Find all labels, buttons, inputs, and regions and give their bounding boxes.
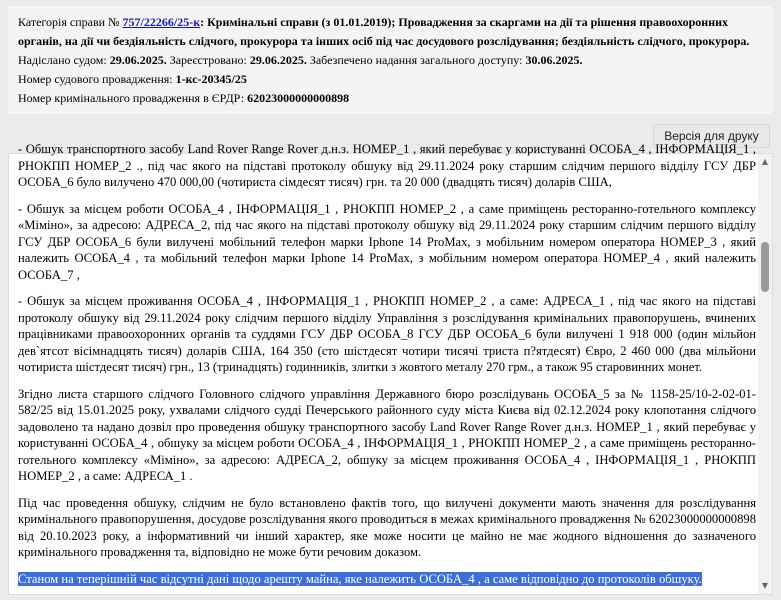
highlighted-paragraph [18,571,756,588]
court-case-label: Номер судового провадження: [18,72,173,86]
paragraph: Під час проведення обшуку, слідчим не було встановлено фактів того, що вилучені документи мають значення для розслідування кримінального правопорушення, досудове розслідування якого проводиться в межах кримінального провадження № 62023000000000898 від 20.10.2023 року, а інформативний чи інший характер, яке може носити це майно не має жодного відношення до зазначеного кримінального провадження та, відповідно не може бути речовим доказом. [18,495,756,559]
document-body [18,142,756,597]
category-prefix: Категорія справи № [18,15,120,29]
paragraph: - Обшук транспортного засобу Land Rover Range Rover д.н.з. НОМЕР_1 , який перебуває у користуванні ОСОБА_4 , ІНФОРМАЦІЯ_1 , РНОКПП НОМЕР_2 ., під час якого на підставі протоколу обшуку від 29.11.2024 року старшим слідчим першого відділу ГСУ ДБР ОСОБА_6 було вилучено 470 000,00 (чотириста сімдесят тисяч) грн. та 20 000 (двадцять тисяч) доларів США, [18,142,756,189]
criminal-case-label: Номер кримінального провадження в ЄРДР: [18,91,245,105]
scroll-thumb[interactable] [761,242,769,292]
print-version-button[interactable]: Версія для друку [653,124,770,148]
selected-text: Станом на теперішній час відсутні дані щодо арешту майна, яке належить ОСОБА_4 , а саме відповідно до протоколів обшуку. [18,571,702,586]
court-case-number: 1-кс-20345/25 [175,72,247,86]
paragraph: Згідно листа старшого слідчого Головного слідчого управління Державного бюро розслідувань ОСОБА_5 за № 1158-25/10-2-02-01-582/25 від 15.01.2025 року, ухвалами слідчого судді Печерського районного суду міста Києва від 02.12.2024 року клопотання слідчого задоволено та надано дозвіл про проведення обшуку транспортного засобу Land Rover Range Rover д.н.з. НОМЕР_1 , який перебуває у користуванні ОСОБА_4 , обшуку за місцем роботи ОСОБА_4 , ІНФОРМАЦІЯ_1 , РНОКПП НОМЕР_2 , а саме приміщень ресторанно-готельного комплексу «Міміно», за адресою: АДРЕСА_2, обшуку за місцем проживання ОСОБА_4 , ІНФОРМАЦІЯ_1 , РНОКПП НОМЕР_2 , а саме: АДРЕСА_1 . [18,386,756,483]
case-metadata-panel [8,6,773,114]
scroll-down-icon[interactable]: ▼ [761,581,769,590]
vertical-scrollbar[interactable] [758,154,772,594]
paragraph: - Обшук за місцем роботи ОСОБА_4 , ІНФОРМАЦІЯ_1 , РНОКПП НОМЕР_2 , а саме приміщень ресторанно-готельного комплексу «Міміно», за адресою: АДРЕСА_2, під час якого на підставі протоколу обшуку від 29.11.2024 року старшим слідчим першого відділу ГСУ ДБР ОСОБА_6 були вилучені мобільний телефон марки Iphone 14 ProMax, з мобільним номером оператора НОМЕР_3 , який належить ОСОБА_4 , та мобільний телефон марки Iphone 14 ProMax, з мобільним номером оператора НОМЕР_4 , який належить ОСОБА_7 , [18,201,756,282]
document-text-area[interactable] [8,142,773,595]
access-label: Забезпечено надання загального доступу: [309,53,523,67]
registered-date: 29.06.2025. [249,53,307,67]
case-dates [18,51,763,70]
sent-label: Надіслано судом: [18,53,107,67]
case-category [18,13,763,51]
sent-date: 29.06.2025. [109,53,167,67]
criminal-case-number: 62023000000000898 [247,91,350,105]
access-date: 30.06.2025. [525,53,583,67]
registered-label: Зареєстровано: [169,53,247,67]
case-number-link[interactable]: 757/22266/25-к [122,15,201,29]
court-case-number-row [18,70,763,89]
category-text: : Кримінальні справи (з 01.01.2019); Провадження за скаргами на дії та рішення правоохоронних органів, на дії чи бездіяльність слідчого, прокурора та інших осіб під час досудового розслідування; бездіяльність слідчого, прокурора. [18,15,750,48]
paragraph: - Обшук за місцем проживання ОСОБА_4 , ІНФОРМАЦІЯ_1 , РНОКПП НОМЕР_2 , а саме: АДРЕСА_1 , під час якого на підставі протоколу обшуку від 29.11.2024 року слідчим першого відділу Управління з розслідування кримінальних правопорушень, вчинених працівниками правоохоронних органів та суддями ГСУ ДБР ОСОБА_8 ГСУ ДБР ОСОБА_6 були вилучені 1 918 000 (один мільйон дев`ятсот вісімнадцять тисяч) доларів США, 164 350 (сто шістдесят чотири тисячі триста п?ятдесят) Євро, 2 460 000 (два мільйони чотириста шістдесят тисяч) грн., 13 (тринадцять) годинників, злитки з жовтого металу 270 грм., а також 95 старовинних монет. [18,294,756,374]
scroll-up-icon[interactable]: ▲ [761,157,769,166]
criminal-case-number-row [18,89,763,108]
